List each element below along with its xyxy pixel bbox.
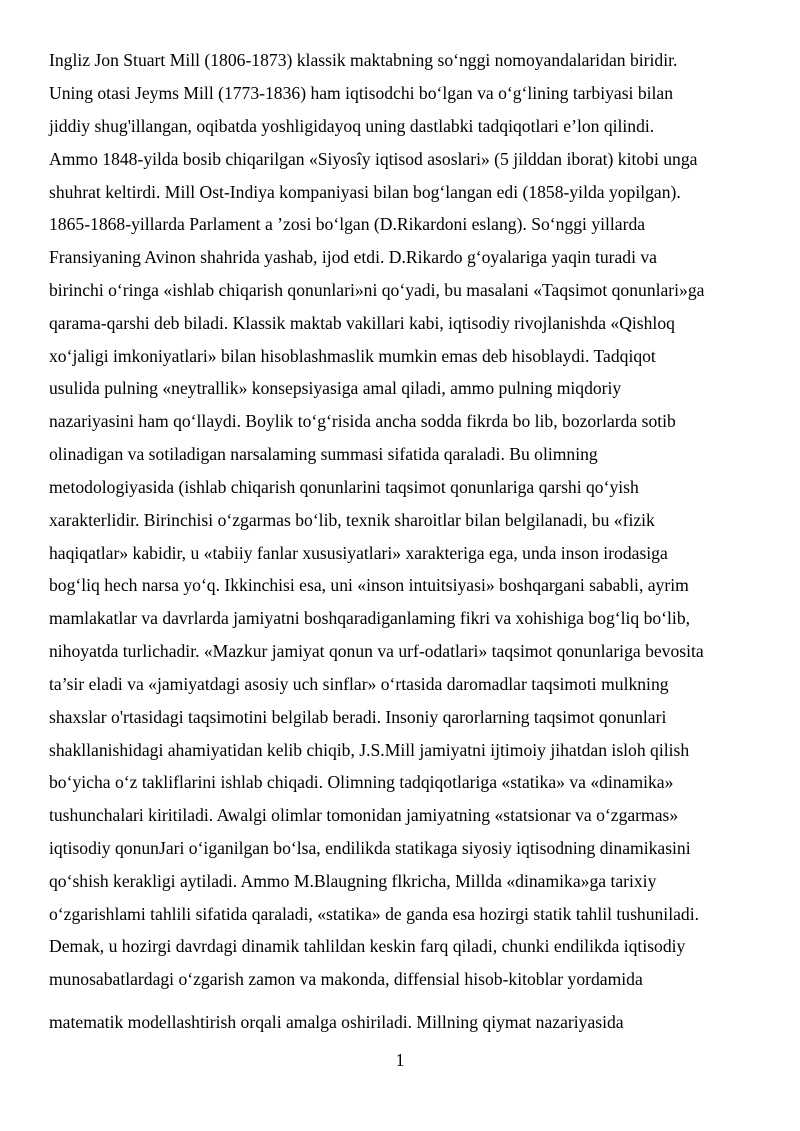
text-line: nihoyatda turlichadir. «Mazkur jamiyat qonun va urf-odatlari» taqsimot qonunlariga bevosita	[49, 641, 704, 661]
text-line: shaxslar o'rtasidagi taqsimotini belgilab beradi. Insoniy qarorlarning taqsimot qonunlari	[49, 707, 667, 727]
text-line: 1865-1868-yillarda Parlament a ’zosi bo‘lgan (D.Rikardoni eslang). So‘nggi yillarda	[49, 214, 646, 234]
text-line: Demak, u hozirgi davrdagi dinamik tahlildan keskin farq qiladi, chunki endilikda iqtisodiy	[49, 936, 686, 956]
text-line: matematik modellashtirish orqali amalga oshiriladi. Millning qiymat nazariyasida	[49, 1012, 624, 1032]
text-line: ta’sir eladi va «jamiyatdagi asosiy uch sinflar» o‘rtasida daromadlar taqsimoti mulkning	[49, 674, 669, 694]
text-line: Fransiyaning Avinon shahrida yashab, ijod etdi. D.Rikardo g‘oyalariga yaqin turadi va	[49, 247, 657, 267]
text-line: qo‘shish kerakligi aytiladi. Ammo M.Blaugning flkricha, Millda «dinamika»ga tarixiy	[49, 871, 657, 891]
text-line: shakllanishidagi ahamiyatidan kelib chiqib, J.S.Mill jamiyatni ijtimoiy jihatdan isloh qilish	[49, 740, 690, 760]
text-line: nazariyasini ham qo‘llaydi. Boylik to‘g‘risida ancha sodda fikrda bo lib, bozorlarda sotib	[49, 411, 676, 431]
text-line: munosabatlardagi o‘zgarish zamon va makonda, diffensial hisob-kitoblar yordamida	[49, 969, 643, 989]
text-line: xo‘jaligi imkoniyatlari» bilan hisoblashmaslik mumkin emas deb hisoblaydi. Tadqiqot	[49, 346, 656, 366]
text-line: Ingliz Jon Stuart Mill (1806-1873) klassik maktabning so‘nggi nomoyandalaridan biridir.	[49, 50, 678, 70]
text-line: tushunchalari kiritiladi. Awalgi olimlar tomonidan jamiyatning «statsionar va o‘zgarmas»	[49, 805, 679, 825]
text-line: bog‘liq hech narsa yo‘q. Ikkinchisi esa, uni «inson intuitsiyasi» boshqargani sababli, ayrim	[49, 575, 689, 595]
text-line: Uning otasi Jeyms Mill (1773-1836) ham iqtisodchi bo‘lgan va o‘g‘lining tarbiyasi bilan	[49, 83, 674, 103]
text-line: shuhrat keltirdi. Mill Ost-Indiya kompaniyasi bilan bog‘langan edi (1858-yilda yopilgan).	[49, 182, 681, 202]
text-line: mamlakatlar va davrlarda jamiyatni boshqaradiganlaming fikri va xohishiga bog‘liq bo‘lib,	[49, 608, 691, 628]
text-line: Ammo 1848-yilda bosib chiqarilgan «Siyosîy iqtisod asoslari» (5 jilddan iborat) kitobi unga	[49, 149, 698, 169]
text-line: qarama-qarshi deb biladi. Klassik maktab vakillari kabi, iqtisodiy rivojlanishda «Qishloq	[49, 313, 675, 333]
page-number: 1	[395, 1050, 405, 1070]
text-line: iqtisodiy qonunJari o‘iganilgan bo‘lsa, endilikda statikaga siyosiy iqtisodning dinamikasini	[49, 838, 691, 858]
text-line: birinchi o‘ringa «ishlab chiqarish qonunlari»ni qo‘yadi, bu masalani «Taqsimot qonunlari»ga	[49, 280, 705, 300]
text-line: usulida pulning «neytrallik» konsepsiyasiga amal qiladi, ammo pulning miqdoriy	[49, 378, 622, 398]
text-line: haqiqatlar» kabidir, u «tabiiy fanlar xususiyatlari» xarakteriga ega, unda inson irodasiga	[49, 543, 668, 563]
text-line: jiddiy shug'illangan, oqibatda yoshligidayoq uning dastlabki tadqiqotlari e’lon qilindi.	[49, 116, 655, 136]
text-line: bo‘yicha o‘z takliflarini ishlab chiqadi. Olimning tadqiqotlariga «statika» va «dinamika»	[49, 772, 674, 792]
text-line: olinadigan va sotiladigan narsalaming summasi sifatida qaraladi. Bu olimning	[49, 444, 598, 464]
text-line: xarakterlidir. Birinchisi o‘zgarmas bo‘lib, texnik sharoitlar bilan belgilanadi, bu «fizik	[49, 510, 655, 530]
text-line: o‘zgarishlami tahlili sifatida qaraladi, «statika» de ganda esa hozirgi statik tahlil tushuniladi.	[49, 904, 699, 924]
text-line: metodologiyasida (ishlab chiqarish qonunlarini taqsimot qonunlariga qarshi qo‘yish	[49, 477, 639, 497]
